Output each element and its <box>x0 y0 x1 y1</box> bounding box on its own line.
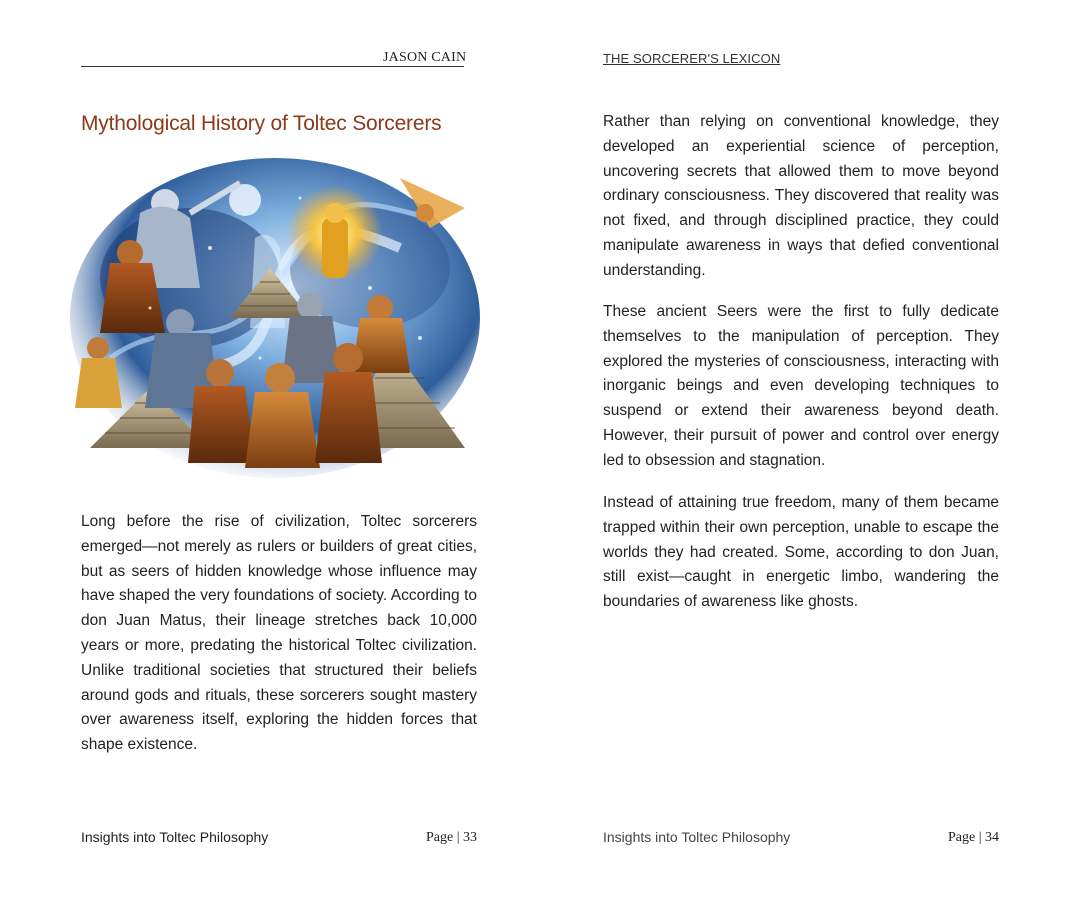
right-paragraph-2: These ancient Seers were the first to fully dedicate themselves to the manipulation of perception. They explored the mysteries of consciousness, interacting with inorganic beings and even developing techniques to suspend or extend their awareness beyond death. However, their pursuit of power and control over energy led to obsession and stagnation. <box>603 303 999 469</box>
right-paragraph-1: Rather than relying on conventional knowledge, they developed an experiential science of perception, uncovering secrets that allowed them to move beyond ordinary consciousness. They discovered that reality was not fixed, and through disciplined practice, they could manipulate awareness in ways that defied conventional understanding. <box>603 113 999 279</box>
footer-book-title: Insights into Toltec Philosophy <box>603 829 791 845</box>
left-body-paragraph: Long before the rise of civilization, Toltec sorcerers emerged—not merely as rulers or builders of great cities, but as seers of hidden knowledge whose influence may have shaped the very foundations of society. According to don Juan Matus, their lineage stretches back 10,000 years or more, predating the historical Toltec civilization. Unlike traditional societies that structured their beliefs around gods and rituals, these sorcerers sought mastery over awareness itself, exploring the hidden forces that shape existence. <box>81 513 477 754</box>
footer-page-number: Page | 34 <box>948 830 1000 845</box>
header-author: JASON CAIN <box>383 50 467 65</box>
header-rule <box>81 66 464 67</box>
chapter-title: Mythological History of Toltec Sorcerers <box>81 112 442 135</box>
right-page <box>540 0 1080 900</box>
header-book-title: THE SORCERER'S LEXICON <box>603 51 781 66</box>
mystic-painting-icon <box>70 158 480 480</box>
footer-page-number: Page | 33 <box>426 830 478 845</box>
footer-book-title: Insights into Toltec Philosophy <box>81 829 269 845</box>
right-paragraph-3: Instead of attaining true freedom, many of them became trapped within their own perception, unable to escape the worlds they had created. Some, according to don Juan, still exist—caught in energetic limbo, wandering the boundaries of awareness like ghosts. <box>603 494 999 611</box>
